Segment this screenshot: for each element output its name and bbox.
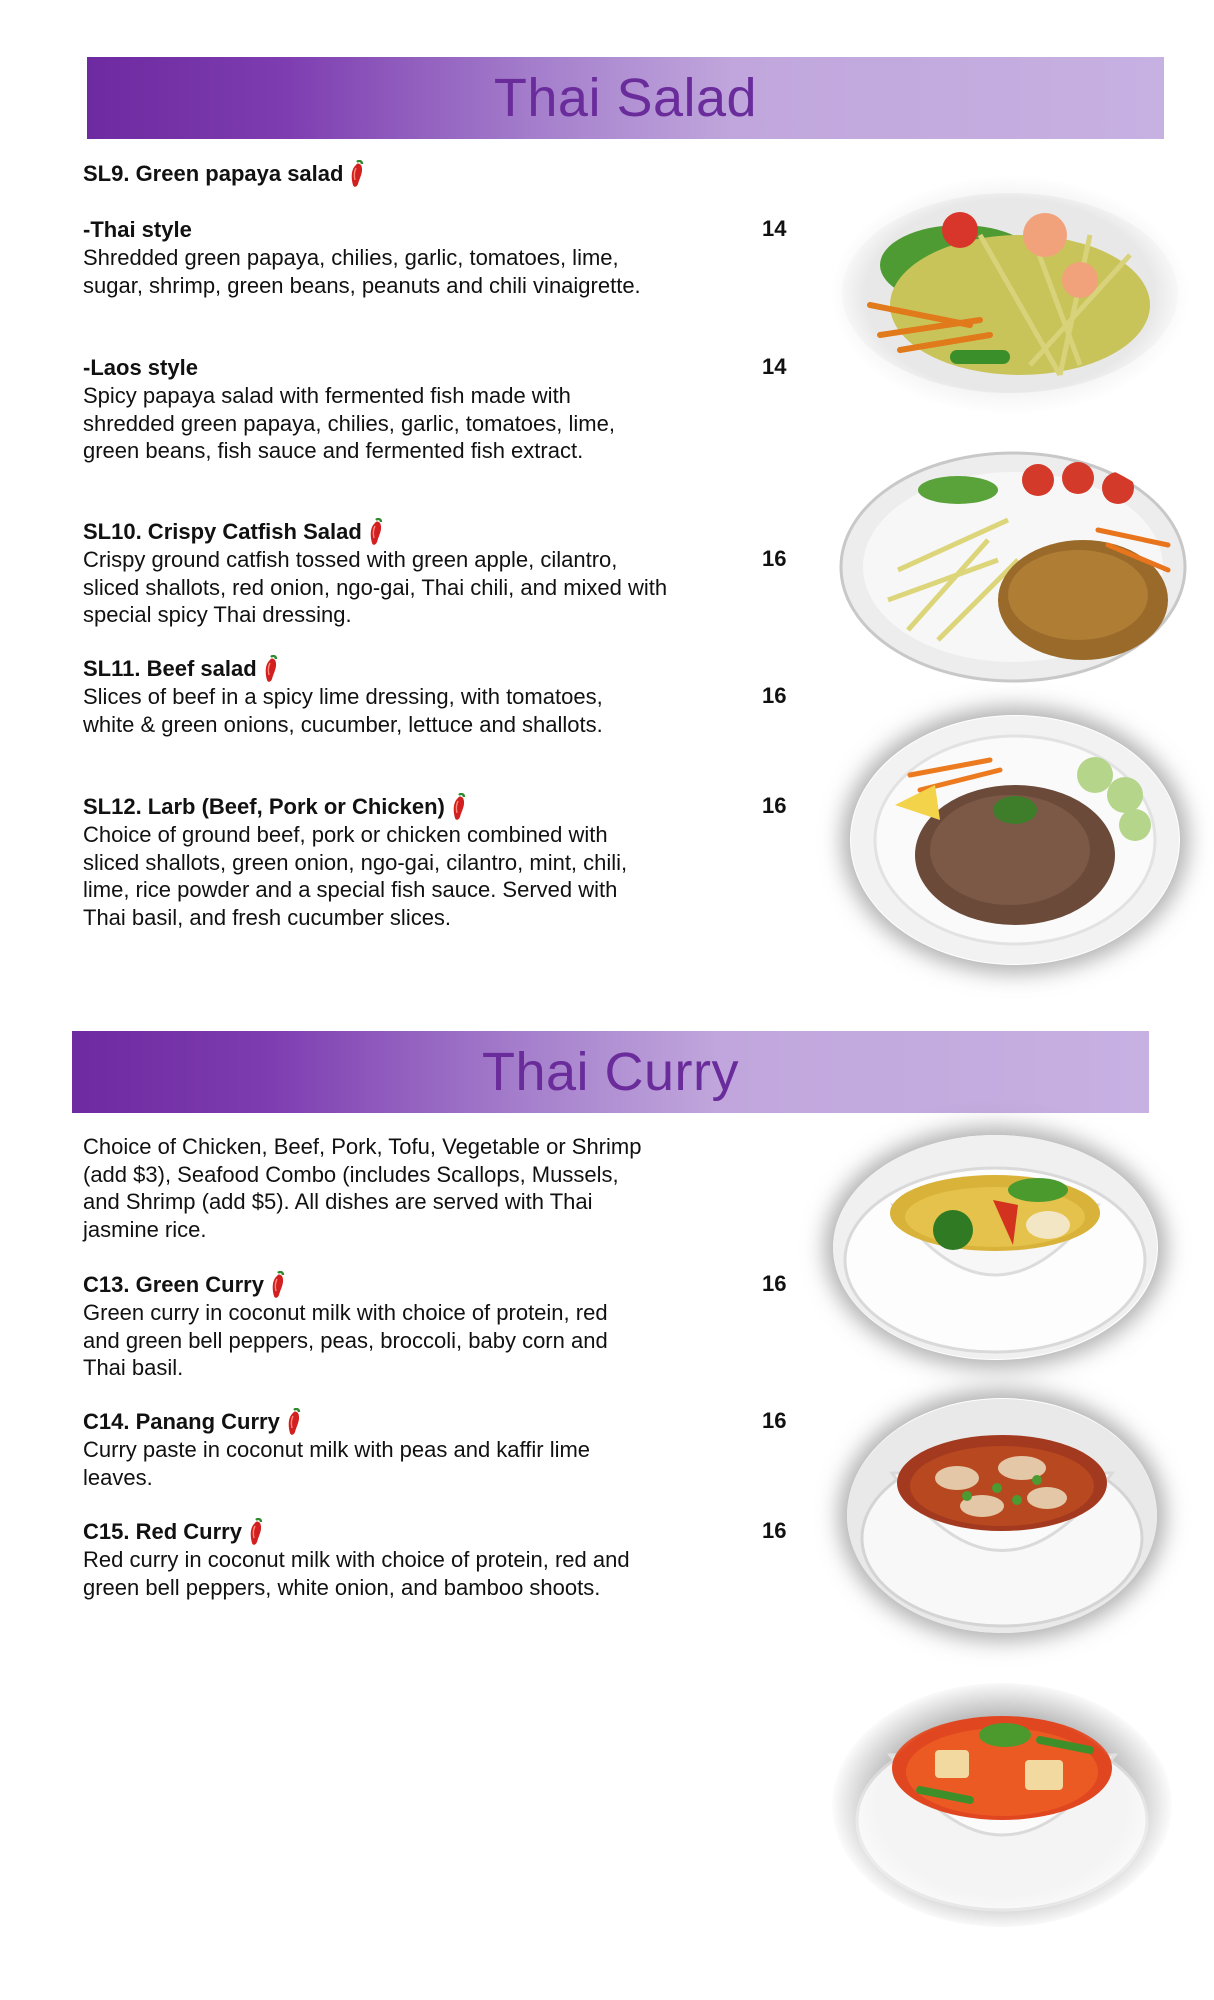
menu-item-sl9 — [83, 160, 783, 188]
catfish-salad-photo — [838, 450, 1188, 685]
item-description: Green curry in coconut milk with choice of protein, red and green bell peppers, peas, broccoli, baby corn and Thai basil. — [83, 1300, 608, 1380]
chili-icon — [348, 160, 368, 188]
item-title: -Laos style — [83, 355, 198, 380]
section-title: Thai Curry — [481, 1042, 740, 1102]
item-title: SL9. Green papaya salad — [83, 161, 344, 186]
item-title: C13. Green Curry — [83, 1272, 264, 1297]
curry-intro: Choice of Chicken, Beef, Pork, Tofu, Vegetable or Shrimp (add $3), Seafood Combo (includes Scallops, Mussels, and Shrimp (add $5). All dishes are served with Thai jasmine rice. — [83, 1134, 642, 1242]
menu-item-sl10 — [83, 518, 783, 629]
menu-item-c15 — [83, 1518, 783, 1601]
larb-photo — [850, 715, 1180, 965]
chili-icon — [269, 1271, 289, 1299]
menu-item-thai-style — [83, 216, 783, 299]
item-description: Choice of ground beef, pork or chicken combined with sliced shallots, green onion, ngo-gai, cilantro, mint, chili, lime, rice powder and a special fish sauce. Served with Thai basil, and fresh cucumber slices. — [83, 822, 628, 930]
red-curry-photo — [830, 1680, 1175, 1930]
item-price: 16 — [762, 1408, 787, 1433]
item-price: 16 — [762, 683, 787, 708]
item-title: C14. Panang Curry — [83, 1409, 280, 1434]
item-price: 16 — [762, 1518, 787, 1543]
item-price: 16 — [762, 793, 787, 818]
item-description: Crispy ground catfish tossed with green apple, cilantro, sliced shallots, red onion, ngo-gai, Thai chili, and mixed with special spicy Thai dressing. — [83, 547, 668, 627]
item-title: C15. Red Curry — [83, 1519, 242, 1544]
panang-curry-photo — [847, 1398, 1157, 1633]
menu-item-c13 — [83, 1271, 783, 1382]
item-title: SL10. Crispy Catfish Salad — [83, 519, 362, 544]
section-title: Thai Salad — [493, 68, 758, 128]
menu-item-laos-style — [83, 354, 783, 465]
item-title: SL11. Beef salad — [83, 656, 257, 681]
item-price: 16 — [762, 546, 787, 571]
menu-item-c14 — [83, 1408, 783, 1491]
menu-item-sl12 — [83, 793, 783, 931]
item-description: Spicy papaya salad with fermented fish made with shredded green papaya, chilies, garlic, tomatoes, lime, green beans, fish sauce and fermented fish extract. — [83, 383, 615, 463]
chili-icon — [450, 793, 470, 821]
item-title: SL12. Larb (Beef, Pork or Chicken) — [83, 794, 445, 819]
green-curry-photo — [833, 1135, 1158, 1360]
chili-icon — [367, 518, 387, 546]
item-description: Curry paste in coconut milk with peas and kaffir lime leaves. — [83, 1437, 591, 1490]
item-price: 14 — [762, 354, 787, 379]
item-price: 14 — [762, 216, 787, 241]
papaya-salad-photo — [830, 175, 1190, 415]
item-description: Red curry in coconut milk with choice of protein, red and green bell peppers, white onion, and bamboo shoots. — [83, 1547, 630, 1600]
item-description: Slices of beef in a spicy lime dressing, with tomatoes, white & green onions, cucumber, lettuce and shallots. — [83, 684, 603, 737]
item-title: -Thai style — [83, 217, 192, 242]
chili-icon — [262, 655, 282, 683]
chili-icon — [285, 1408, 305, 1436]
section-banner-thai-salad — [87, 57, 1164, 139]
item-description: Shredded green papaya, chilies, garlic, tomatoes, lime, sugar, shrimp, green beans, peanuts and chili vinaigrette. — [83, 245, 641, 298]
section-banner-thai-curry — [72, 1031, 1149, 1113]
menu-item-sl11 — [83, 655, 783, 738]
item-price: 16 — [762, 1271, 787, 1296]
chili-icon — [247, 1518, 267, 1546]
